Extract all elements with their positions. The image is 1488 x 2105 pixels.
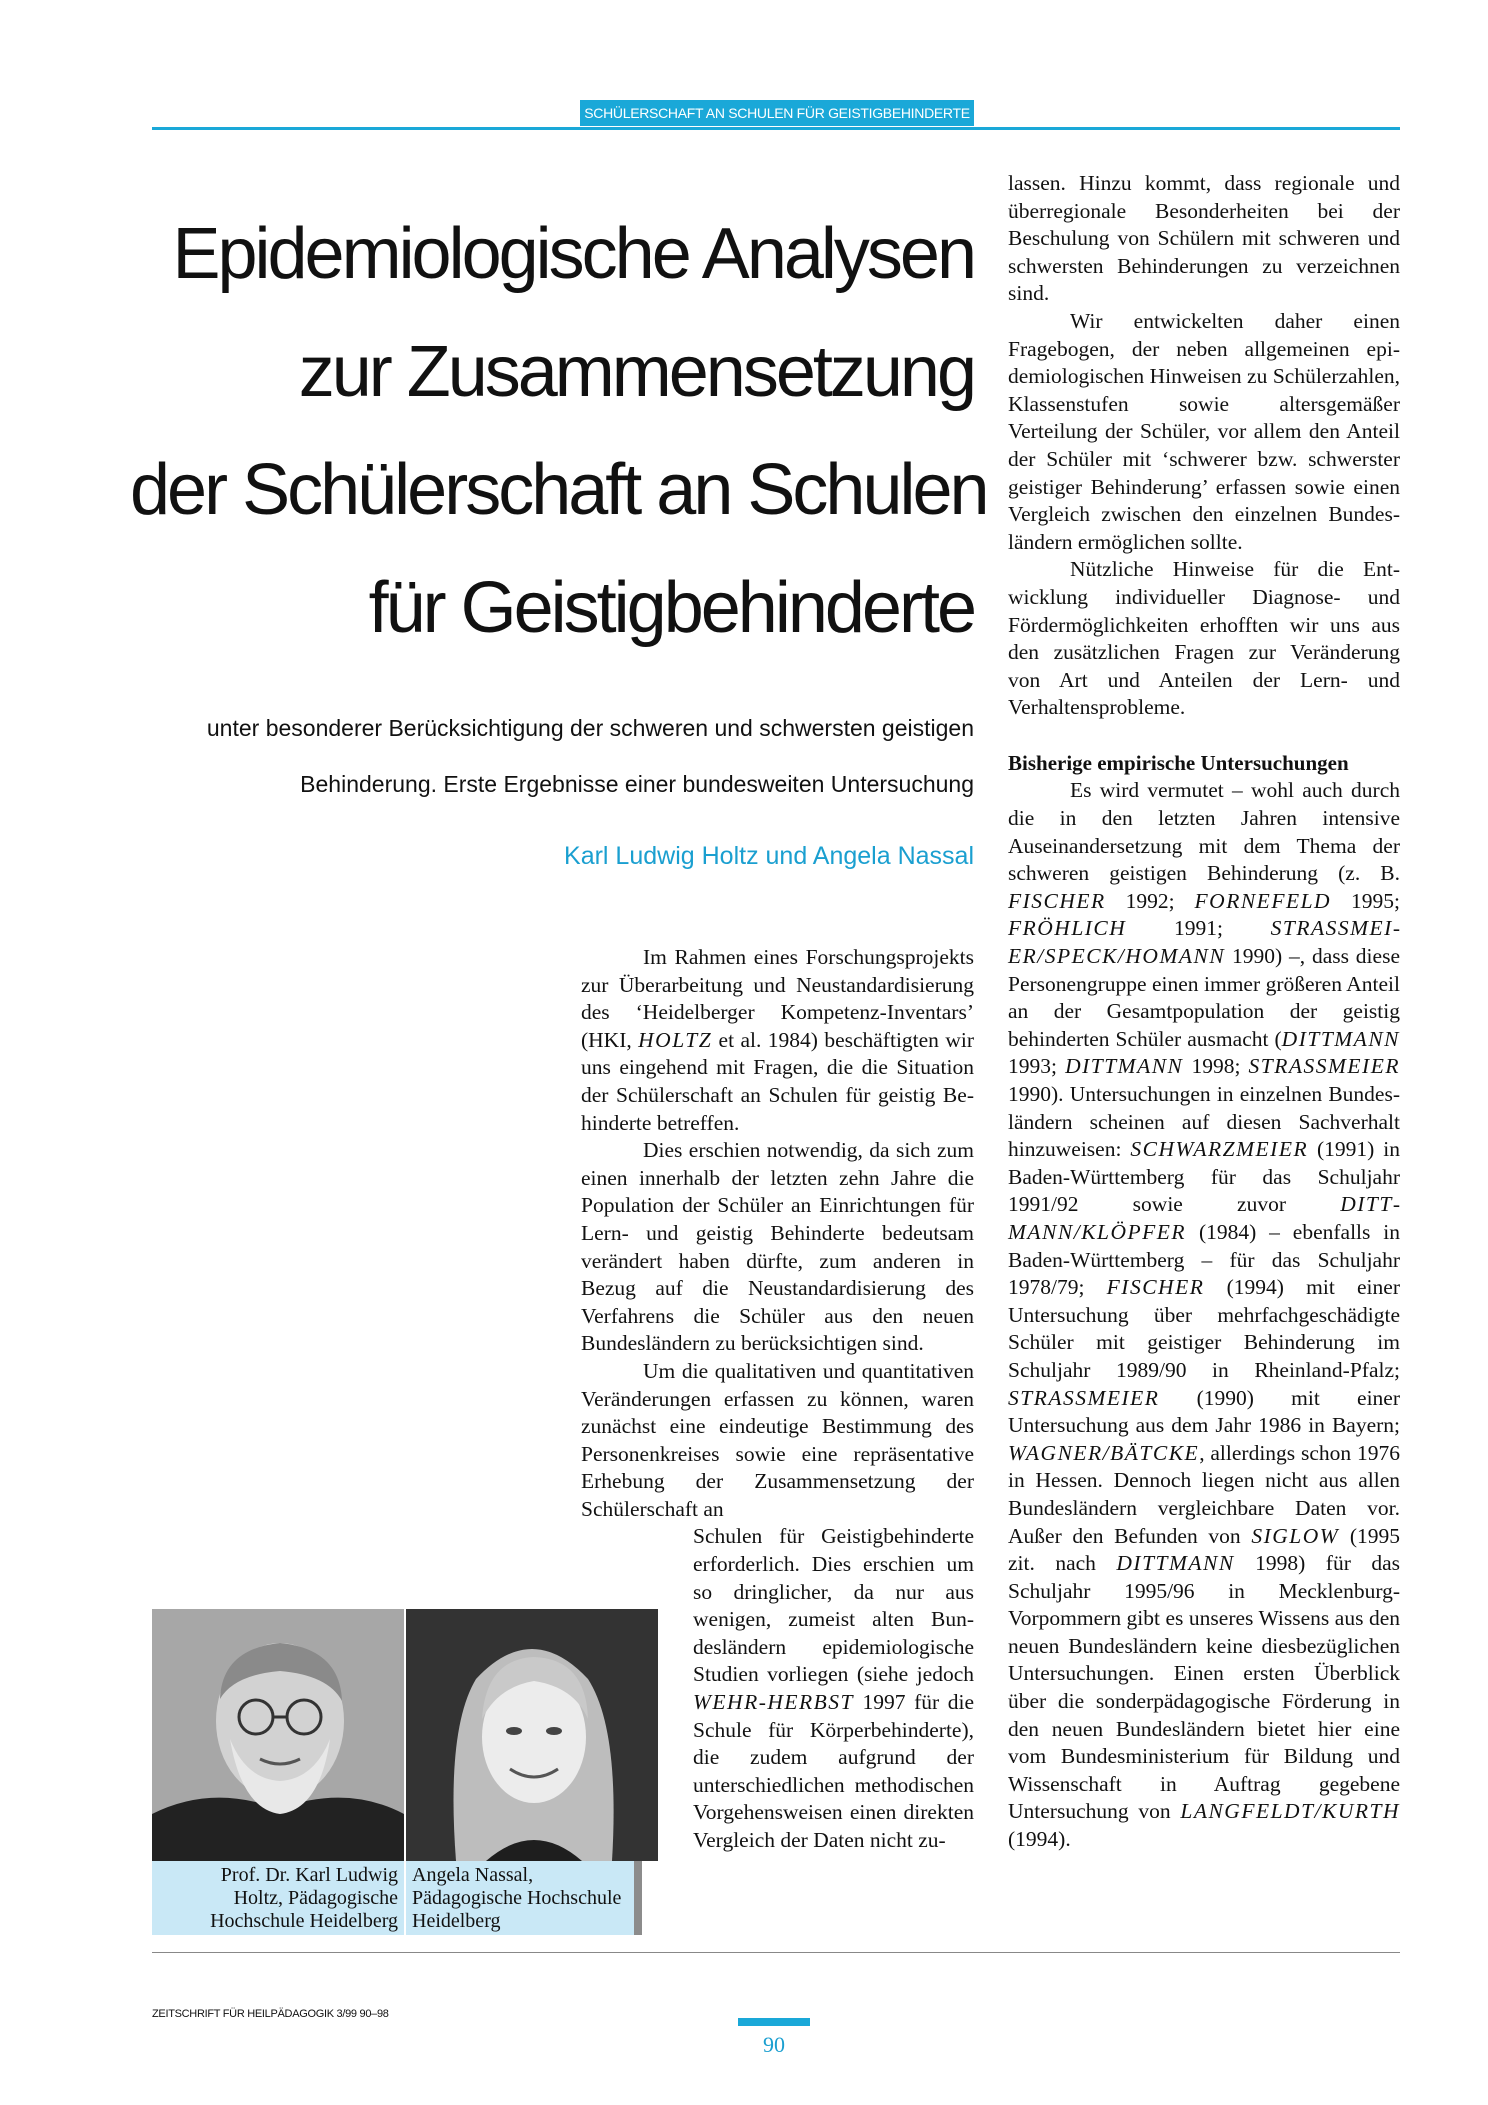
article-subtitle xyxy=(150,700,974,812)
author-photo-nassal xyxy=(406,1609,658,1861)
caption-line: Hochschule Heidelberg xyxy=(210,1910,398,1932)
portrait-holtz-image xyxy=(152,1609,404,1861)
cited-author: DITTMANN/KLÖPFER xyxy=(1008,1192,1400,1244)
caption-line: Prof. Dr. Karl Ludwig xyxy=(220,1864,398,1886)
paragraph: Es wird vermutet – wohl auch durch die in den letzten Jahren intensive Auseinandersetzung mit dem Thema der schweren geistigen Behinderung (z. B. FISCHER 1992; FORNEFELD 1995; FRÖHLICH 1991; STRASSMEIER/SPECK/HOMANN 1990) –, dass diese Personengruppe einen immer größeren Anteil an der Gesamtpopulation der geistig behinderten Schüler ausmacht (DITTMANN 1993; DITTMANN 1998; STRASSMEIER 1990). Untersuchungen in einzelnen Bundesländern scheinen auf diesen Sachverhalt hinzuweisen: SCHWARZMEIER (1991) in Baden-Württemberg für das Schuljahr 1991/92 sowie zuvor DITTMANN/KLÖPFER (1984) – ebenfalls in Baden-Württemberg – für das Schuljahr 1978/79; FISCHER (1994) mit einer Untersuchung über mehrfachgeschädigte Schüler mit geistiger Behinderung im Schuljahr 1989/90 in Rheinland-Pfalz; STRASSMEIER (1990) mit einer Untersuchung aus dem Jahr 1986 in Bayern; WAGNER/BÄTCKE, allerdings schon 1976 in Hessen. Dennoch liegen nicht aus allen Bundesländern vergleichbare Daten vor. Außer den Befunden von SIGLOW (1995 zit. nach DITTMANN 1998) für das Schuljahr 1995/96 in Mecklenburg-Vorpommern gibt es unseres Wissens aus den neuen Bundesländern keine diesbezüglichen Untersuchungen. Einen ersten Überblick über die sonderpädagogische Förderung in den neuen Bundesländern bietet hier eine vom Bundesministerium für Bildung und Wissenschaft in Auftrag gegebene Untersuchung von LANGFELDT/KURTH (1994). xyxy=(1008,778,1401,1852)
cited-author: HOLTZ xyxy=(638,1027,713,1052)
cited-author: STRASSMEIER/SPECK/HOMANN xyxy=(1008,916,1400,969)
caption-line: Angela Nassal, xyxy=(412,1864,534,1886)
cited-author: FORNEFELD xyxy=(1194,888,1332,913)
section-heading: Bisherige empirische Untersuchungen xyxy=(1008,750,1349,775)
cited-author: FISCHER xyxy=(1008,888,1106,913)
author-photo-holtz xyxy=(152,1609,404,1861)
title-line: Epidemiologische Analysen xyxy=(172,214,974,294)
cited-author: STRASSMEIER xyxy=(1008,1385,1160,1410)
title-line: für Geistigbehinderte xyxy=(368,568,974,648)
header-rule xyxy=(152,127,1400,130)
photo-caption-nassal xyxy=(406,1861,634,1935)
page-number-bar xyxy=(738,2018,810,2026)
photo-caption-holtz xyxy=(152,1861,404,1935)
subtitle-line: Behinderung. Erste Ergebnisse einer bundesweiten Untersuchung xyxy=(300,771,974,797)
caption-line: Pädagogische Hochschule xyxy=(412,1887,622,1909)
authors: Karl Ludwig Holtz und Angela Nassal xyxy=(564,842,974,870)
footer-rule xyxy=(152,1952,1400,1953)
cited-author: DITTMANN xyxy=(1065,1054,1184,1079)
body-column-right xyxy=(1008,170,1400,1854)
cited-author: STRASSMEIER xyxy=(1248,1054,1400,1079)
journal-citation: ZEITSCHRIFT FÜR HEILPÄDAGOGIK 3/99 90–98 xyxy=(152,2008,389,2020)
paragraph-continued: Schulen für Geistigbehinderte erforderlich. Dies erschien um so dringlicher, da nur aus wenigen, zumeist alten Bundesländern epidemiologische Studien vorliegen (siehe jedoch WEHR-HERBST 1997 für die Schule für Körperbehinderte), die zudem aufgrund der unterschiedlichen methodischen Vorgehensweisen einen direkten Vergleich der Daten nicht zu- xyxy=(693,1524,974,1852)
title-line: der Schülerschaft an Schulen xyxy=(130,450,987,530)
subtitle-line: unter besonderer Berücksichtigung der schweren und schwersten geistigen xyxy=(206,715,974,741)
running-title: SCHÜLERSCHAFT AN SCHULEN FÜR GEISTIGBEHINDERTE xyxy=(580,100,974,126)
cited-author: WAGNER/BÄTCKE xyxy=(1008,1440,1200,1465)
title-line: zur Zusammensetzung xyxy=(298,332,974,412)
cited-author: LANGFELDT/KURTH xyxy=(1180,1799,1400,1824)
paragraph: Um die qualitativen und quantitativen Veränderungen erfassen zu können, waren zunächst eine eindeutige Bestimmung des Personenkreises sowie eine repräsentative Erhebung der Zusammensetzung der Schülerschaft an xyxy=(581,1358,974,1521)
paragraph: Wir entwickelten daher einen Fragebogen, der neben allgemeinen epidemiologischen Hinweisen zu Schülerzahlen, Klassenstufen sowie altersgemäßer Verteilung der Schüler, vor allem den Anteil der Schüler mit ‘schwerer bzw. schwerster geistiger Behinderung’ erfassen sowie einen Vergleich zwischen den einzelnen Bundesländern ermöglichen sollte. xyxy=(1008,308,1400,554)
portrait-nassal-image xyxy=(406,1609,658,1861)
cited-author: SIGLOW xyxy=(1251,1523,1340,1548)
paragraph: lassen. Hinzu kommt, dass regionale und überregionale Besonderheiten bei der Beschulung von Schülern mit schweren und schwersten Behinderungen zu verzeichnen sind. xyxy=(1008,171,1400,306)
caption-line: Heidelberg xyxy=(412,1910,501,1932)
paragraph: Dies erschien notwendig, da sich zum einen innerhalb der letzten zehn Jahre die Population der Schüler an Einrichtungen für Lern- und geistig Behinderte bedeutsam verändert haben dürfte, zum anderen in Bezug auf die Neustandardisierung des Verfahrens die Schüler aus den neuen Bundesländern zu berücksichtigen sind. xyxy=(581,1138,974,1356)
caption-line: Holtz, Pädagogische xyxy=(233,1887,398,1909)
page-number: 90 xyxy=(763,2032,785,2057)
caption-shadow xyxy=(634,1861,642,1935)
cited-author: FRÖHLICH xyxy=(1008,916,1127,941)
cited-author: DITTMANN xyxy=(1281,1026,1400,1051)
paragraph: Nützliche Hinweise für die Entwicklung individueller Diagnose- und Fördermöglichkeiten erhofften wir uns aus den zusätzlichen Fragen zur Veränderung von Art und Anteilen der Lern- und Verhaltensprobleme. xyxy=(1008,557,1400,720)
cited-author: FISCHER xyxy=(1106,1275,1205,1300)
paragraph: Im Rahmen eines Forschungsprojekts zur Überarbeitung und Neustandardisierung des ‘Heidelberger Kompetenz-Inventars’ (HKI, HOLTZ et al. 1984) beschäftigten wir uns eingehend mit Fragen, die die Situation der Schülerschaft an Schulen für geistig Behinderte betreffen. xyxy=(581,945,974,1135)
cited-author: DITTMANN xyxy=(1116,1551,1235,1576)
cited-author: WEHR-HERBST xyxy=(693,1690,854,1715)
cited-author: SCHWARZMEIER xyxy=(1130,1137,1309,1162)
article-title xyxy=(130,195,987,667)
